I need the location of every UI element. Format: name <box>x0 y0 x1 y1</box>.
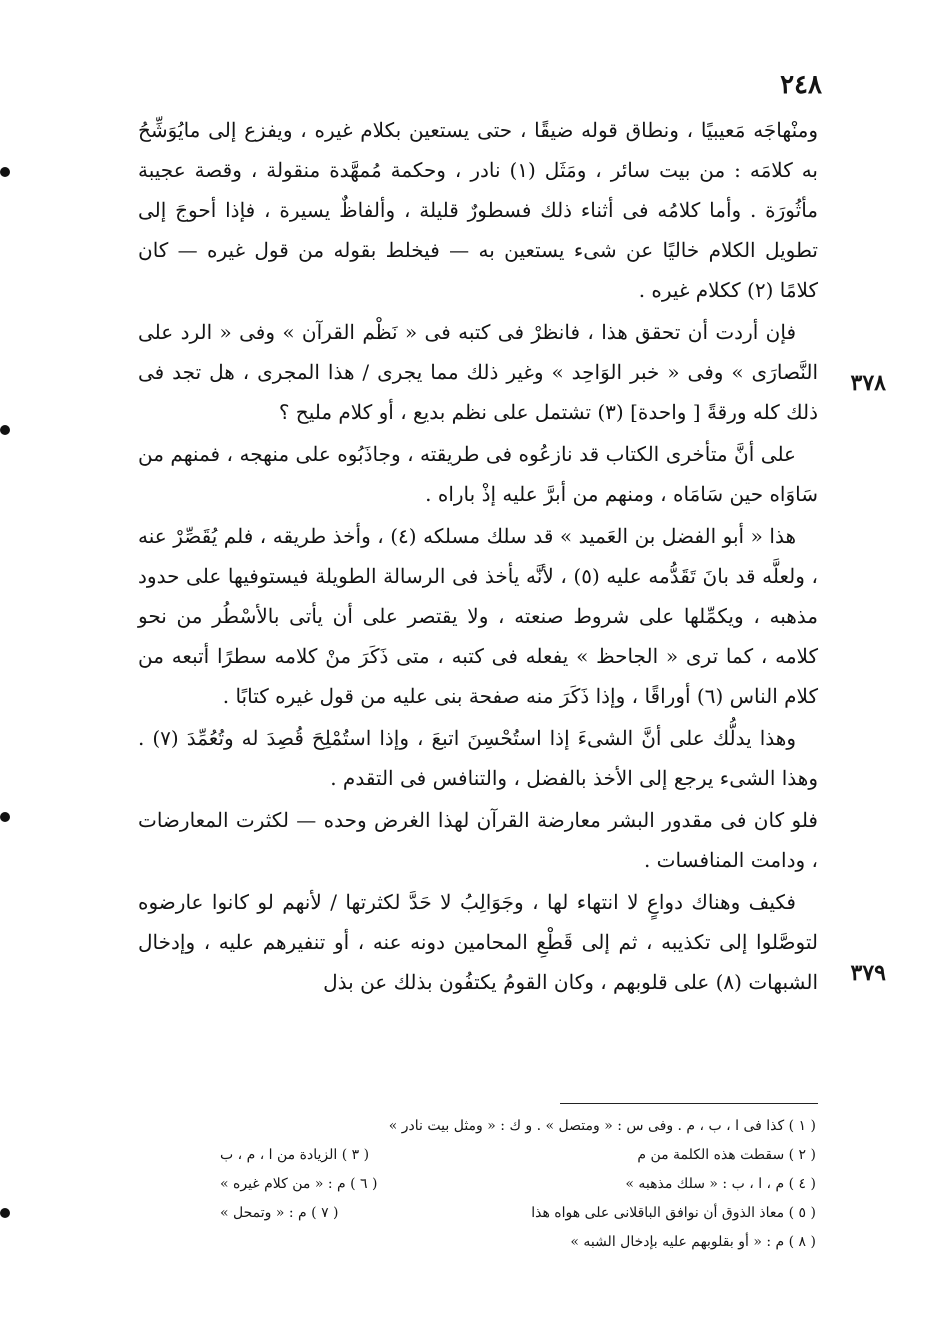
binding-hole-mark <box>0 812 10 822</box>
footnote-8: ( ٨ ) م : « أو بقلوبهم عليه بإدخال الشبه » <box>570 1234 816 1250</box>
footnote-divider <box>560 1103 818 1104</box>
footnote-6: ( ٦ ) م : « من كلام غيره » <box>220 1176 378 1192</box>
paragraph-6: فلو كان فى مقدور البشر معارضة القرآن لهذا الغرض وحده — لكثرت المعارضات ، ودامت المنافسات . <box>138 808 818 872</box>
footnote-3: ( ٣ ) الزيادة من ا ، م ، ب <box>220 1147 370 1163</box>
footnote-2: ( ٢ ) سقطت هذه الكلمة من م <box>637 1147 816 1163</box>
binding-hole-mark <box>0 1208 10 1218</box>
paragraph-7: فكيف وهناك دواعٍ لا انتهاء لها ، وجَوَالِبُ لا حَدَّ لكثرتها / لأنهم لو كانوا عارضوه لتوصَّلوا إلى تكذيبه ، ثم إلى قَطْعِ المحامين دونه عنه ، أو تنفيرهم عليه ، وإدخال الشبهات (٨) على قلوبهم ، وكان القومُ يكتفُون بذلك عن بذل <box>138 890 818 994</box>
footnote-5: ( ٥ ) معاذ الذوق أن نوافق الباقلانى على هواه هذا <box>531 1205 816 1221</box>
footnote-row <box>220 1228 816 1257</box>
paragraph-2: فإن أردت أن تحقق هذا ، فانظرْ فى كتبه فى « نَظْم القرآن » وفى « الرد على النَّصارَى » وفى « خبر الوَاحِد » وغير ذلك مما يجرى / هذا المجرى ، هل تجد فى ذلك كله ورقةً [ واحدة] (٣) تشتمل على نظم بديع ، أو كلام مليح ؟ <box>138 320 818 424</box>
margin-number-378: ٣٧٨ <box>850 370 886 396</box>
page-number: ٢٤٨ <box>780 70 822 100</box>
margin-number-379: ٣٧٩ <box>850 960 886 986</box>
binding-hole-mark <box>0 425 10 435</box>
footnote-row <box>220 1141 816 1170</box>
paragraph-3: على أنَّ متأخرى الكتاب قد نازعُوه فى طريقته ، وجاذَبُوه على منهجه ، فمنهم من سَاوَاه حين سَامَاه ، ومنهم من أبرَّ عليه إذْ باراه . <box>138 442 818 506</box>
footnote-row <box>220 1199 816 1228</box>
footnote-row <box>220 1170 816 1199</box>
footnotes <box>220 1112 816 1257</box>
paragraph-4: هذا « أبو الفضل بن العَميد » قد سلك مسلكه (٤) ، وأخذ طريقه ، فلم يُقَصِّرْ عنه ، ولعلَّه قد بانَ تَقَدُّمه عليه (٥) ، لأنَّه يأخذ فى الرسالة الطويلة فيستوفيها على حدود مذهبه ، ويكمِّلها على شروط صنعته ، ولا يقتصر على أن يأتى بالأسْطُر من نحو كلامه ، كما ترى « الجاحظ » يفعله فى كتبه ، متى ذَكَرَ منْ كلامه سطرًا أتبعه من كلام الناس (٦) أوراقًا ، وإذا ذَكَرَ منه صفحة بنى عليه من قول غيره كتابًا . <box>138 524 818 708</box>
footnote-4: ( ٤ ) م ، ا ، ب : « سلك مذهبه » <box>625 1176 816 1192</box>
paragraph-1: ومنْهاجَه مَعيبيًا ، ونطاق قوله ضيقًا ، حتى يستعين بكلام غيره ، ويفزع إلى مايُوَشِّحُ به كلامَه : من بيت سائر ، ومَثَل (١) نادر ، وحكمة مُمهَّدة منقولة ، وقصة عجيبة مأثُورَة . وأما كلامُه فى أثناء ذلك فسطورٌ قليلة ، وألفاظٌ يسيرة ، فإذا أحوجَ إلى تطويل الكلام خاليًا عن شىء يستعين به — فيخلط بقوله من قول غيره — كان كلامًا (٢) ككلام غيره . <box>138 118 818 302</box>
footnote-row <box>220 1112 816 1141</box>
main-text <box>138 110 818 1004</box>
binding-hole-mark <box>0 167 10 177</box>
footnote-1: ( ١ ) كذا فى ا ، ب ، م . وفى س : « ومتصل » . و ك : « ومثل بيت نادر » <box>388 1118 816 1134</box>
footnote-7: ( ٧ ) م : « وتمحل » <box>220 1205 339 1221</box>
paragraph-5: وهذا يدلُّك على أنَّ الشىءَ إذا استُحْسِنَ اتبعَ ، وإذا استُمْلِحَ قُصِدَ له وتُعُمِّدَ (٧) . وهذا الشىء يرجع إلى الأخذ بالفضل ، والتنافس فى التقدم . <box>138 726 818 790</box>
